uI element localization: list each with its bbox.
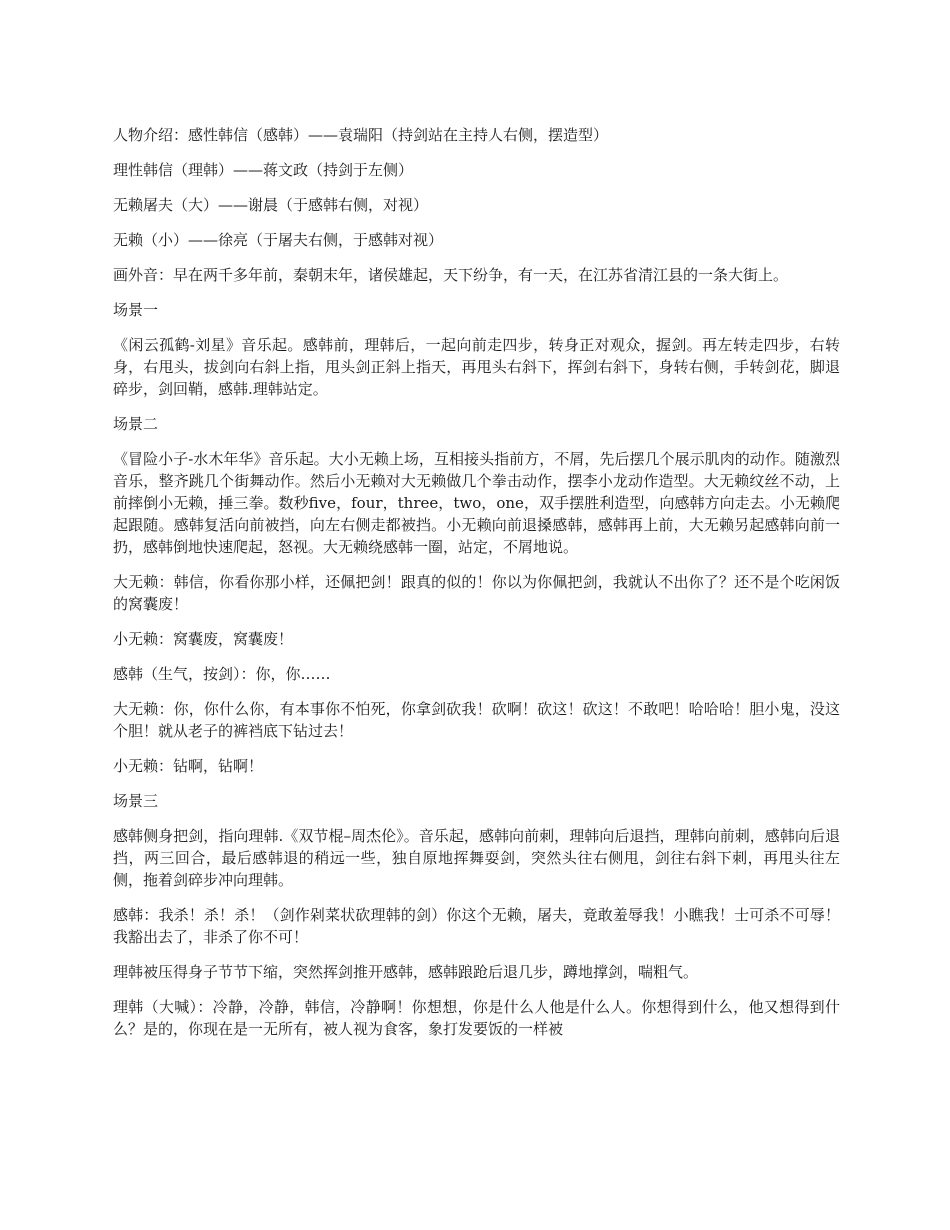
scene-heading-2: 场景二 — [113, 415, 159, 433]
scene-1-description: 《闲云孤鹤-刘星》音乐起。感韩前，理韩后，一起向前走四步，转身正对观众，握剑。再左转走四步，右转身，右甩头，拔剑向右斜上指，甩头剑正斜上指天，再甩头右斜下，挥剑右斜下，身转右侧，手转剑花，脚退碎步，剑回鞘，感韩.理韩站定。 — [113, 336, 840, 398]
dialogue-small-rogue-1: 小无赖：窝囊废，窝囊废！ — [113, 630, 294, 648]
narration-voiceover: 画外音：早在两千多年前，秦朝末年，诸侯雄起，天下纷争，有一天，在江苏省清江县的一条大街上。 — [113, 266, 789, 284]
dialogue-ganhan-1: 感韩（生气，按剑）：你，你…… — [113, 665, 331, 683]
character-intro-small-rogue: 无赖（小）——徐亮（于屠夫右侧，于感韩对视） — [113, 231, 444, 249]
dialogue-small-rogue-2: 小无赖：钻啊，钻啊！ — [113, 757, 264, 775]
document-page — [113, 124, 840, 1053]
scene-3-description: 感韩侧身把剑，指向理韩.《双节棍–周杰伦》。音乐起，感韩向前刺，理韩向后退挡，理韩向前刺，感韩向后退挡，两三回合，最后感韩退的稍远一些，独自原地挥舞耍剑，突然头往右侧甩，剑往右斜下刺，再甩头往左侧，拖着剑碎步冲向理韩。 — [113, 827, 840, 889]
character-intro-lihan: 理性韩信（理韩）——蒋文政（持剑于左侧） — [113, 161, 414, 179]
dialogue-ganhan-2: 感韩：我杀！杀！杀！（剑作剁菜状砍理韩的剑）你这个无赖，屠夫，竟敢羞辱我！小瞧我！士可杀不可辱！我豁出去了，非杀了你不可！ — [113, 906, 840, 946]
dialogue-big-rogue-1: 大无赖：韩信，你看你那小样，还佩把剑！跟真的似的！你以为你佩把剑，我就认不出你了？还不是个吃闲饭的窝囊废！ — [113, 573, 840, 613]
scene-heading-1: 场景一 — [113, 301, 159, 319]
dialogue-big-rogue-2: 大无赖：你，你什么你，有本事你不怕死，你拿剑砍我！砍啊！砍这！砍这！不敢吧！哈哈哈！胆小鬼，没这个胆！就从老子的裤裆底下钻过去！ — [113, 700, 840, 740]
character-intro-big-rogue: 无赖屠夫（大）——谢晨（于感韩右侧，对视） — [113, 196, 429, 214]
scene-2-description: 《冒险小子-水木年华》音乐起。大小无赖上场，互相接头指前方，不屑，先后摆几个展示肌肉的动作。随激烈音乐，整齐跳几个街舞动作。然后小无赖对大无赖做几个拳击动作，摆李小龙动作造型。大无赖纹丝不动，上前摔倒小无赖，捶三拳。数秒five，four，three，two，one，双手摆胜利造型，向感韩方向走去。小无赖爬起跟随。感韩复活向前被挡，向左右侧走都被挡。小无赖向前退搡感韩，感韩再上前，大无赖另起感韩向前一扔，感韩倒地快速爬起，怒视。大无赖绕感韩一圈，站定，不屑地说。 — [113, 450, 840, 556]
dialogue-lihan-1: 理韩（大喊）：冷静，冷静，韩信，冷静啊！你想想，你是什么人他是什么人。你想得到什么，他又想得到什么？是的，你现在是一无所有，被人视为食客，象打发要饭的一样被 — [113, 998, 840, 1038]
character-intro-ganhan: 人物介绍：感性韩信（感韩）——袁瑞阳（持剑站在主持人右侧，摆造型） — [113, 126, 609, 144]
stage-direction-lihan: 理韩被压得身子节节下缩，突然挥剑推开感韩，感韩踉跄后退几步，蹲地撑剑，喘粗气。 — [113, 963, 699, 981]
scene-heading-3: 场景三 — [113, 792, 159, 810]
